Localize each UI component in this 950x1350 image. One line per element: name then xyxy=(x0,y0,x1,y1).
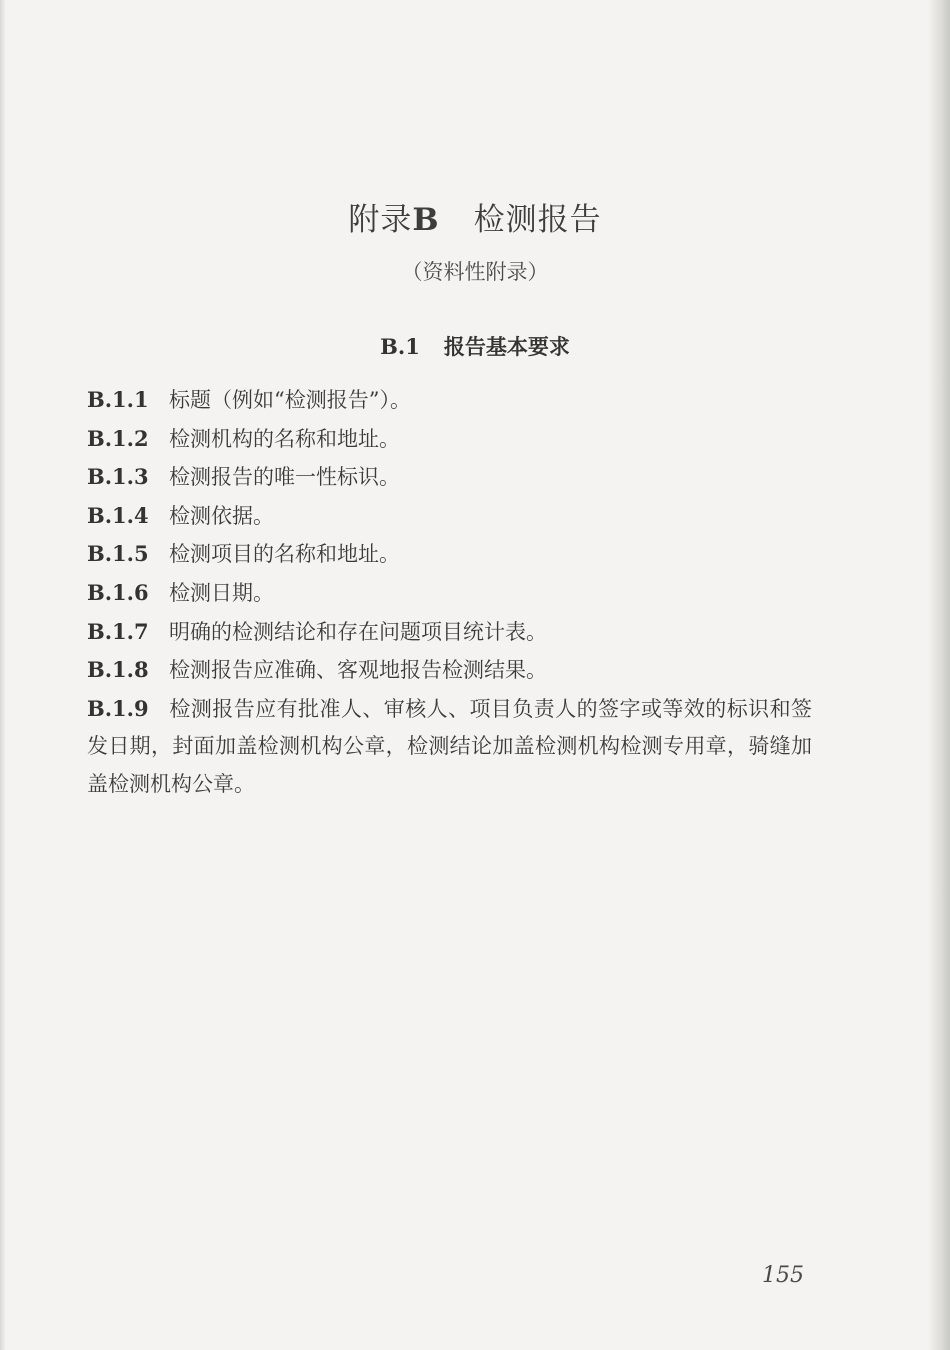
clause-text: 检测机构的名称和地址。 xyxy=(169,426,400,451)
page-number: 155 xyxy=(762,1263,804,1288)
clause-text: 检测日期。 xyxy=(169,580,274,605)
clause-item xyxy=(87,420,812,459)
appendix-subtitle: （资料性附录） xyxy=(401,260,549,284)
clause-item xyxy=(87,535,812,574)
appendix-code: B xyxy=(412,202,440,238)
clause-text: 检测项目的名称和地址。 xyxy=(169,542,400,567)
clause-number: B.1.4 xyxy=(87,502,149,528)
clause-number: B.1.7 xyxy=(87,618,149,644)
clause-text: 检测报告应有批准人、审核人、项目负责人的签字或等效的标识和签发日期，封面加盖检测机构公章，检测结论加盖检测机构检测专用章，骑缝加盖检测机构公章。 xyxy=(87,696,812,796)
clause-item xyxy=(87,381,812,420)
clause-text: 明确的检测结论和存在问题项目统计表。 xyxy=(169,619,547,644)
clause-item xyxy=(87,497,812,536)
clause-number: B.1.6 xyxy=(87,579,149,605)
clause-number: B.1.3 xyxy=(87,464,149,490)
clause-item xyxy=(87,574,812,613)
clause-number: B.1.1 xyxy=(87,387,149,412)
clause-item xyxy=(87,651,812,690)
clause-text: 检测依据。 xyxy=(169,503,274,528)
section-heading xyxy=(0,331,950,361)
appendix-title xyxy=(0,194,950,239)
clause-list xyxy=(87,381,812,804)
clause-item xyxy=(87,690,812,804)
section-title: 报告基本要求 xyxy=(443,334,570,359)
section-number: B.1 xyxy=(380,334,420,359)
appendix-label: 附录 xyxy=(348,202,413,238)
clause-text: 检测报告应准确、客观地报告检测结果。 xyxy=(169,658,547,683)
clause-item xyxy=(87,458,812,497)
clause-number: B.1.8 xyxy=(87,657,149,683)
clause-text: 检测报告的唯一性标识。 xyxy=(169,465,400,490)
clause-text: 标题（例如“检测报告”）。 xyxy=(169,388,411,412)
clause-number: B.1.5 xyxy=(87,541,149,567)
appendix-title-text: 检测报告 xyxy=(473,202,602,238)
clause-item xyxy=(87,613,812,652)
clause-number: B.1.9 xyxy=(87,695,149,721)
clause-number: B.1.2 xyxy=(87,425,149,451)
